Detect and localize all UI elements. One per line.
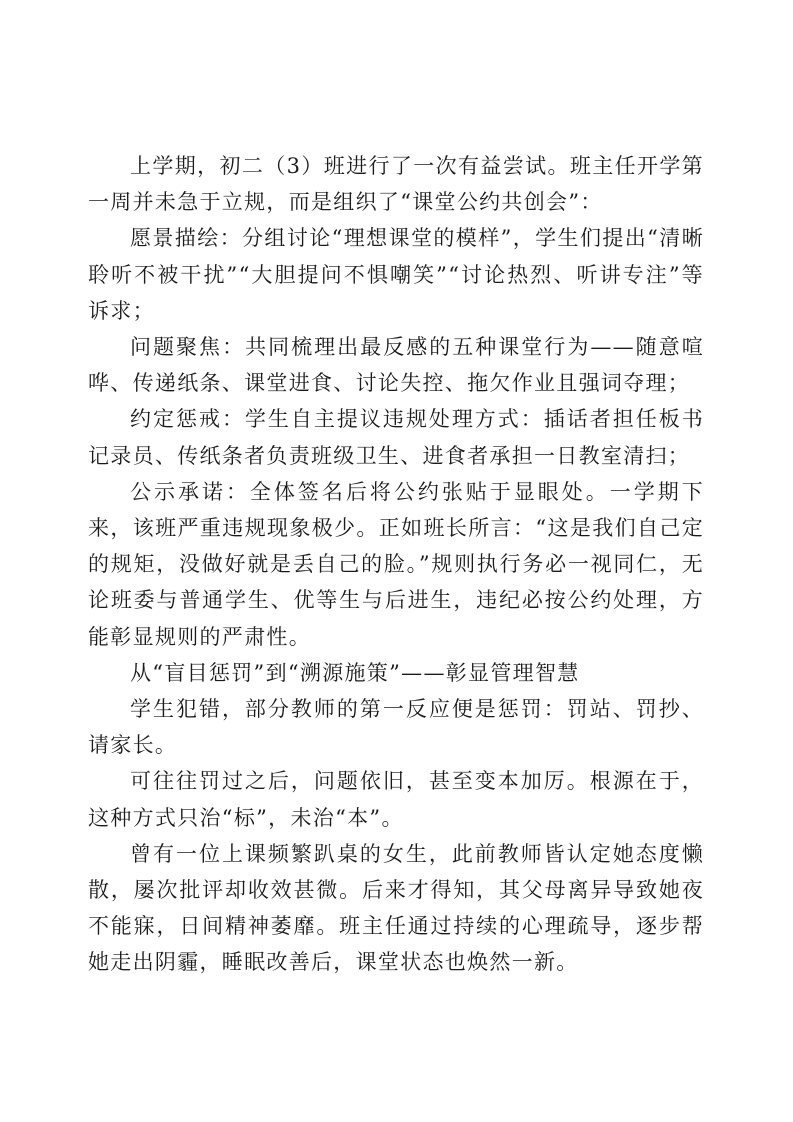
paragraph-7: 可往往罚过之后，问题依旧，甚至变本加厉。根源在于，这种方式只治“标”，未治“本”。	[88, 769, 704, 830]
paragraph-6: 学生犯错，部分教师的第一反应便是惩罚：罚站、罚抄、请家长。	[88, 697, 704, 758]
paragraph-3: 问题聚焦：共同梳理出最反感的五种课堂行为——随意喧哗、传递纸条、课堂进食、讨论失控、拖欠作业且强词夺理；	[88, 335, 704, 396]
paragraph-4: 约定惩戒：学生自主提议违规处理方式：插话者担任板书记录员、传纸条者负责班级卫生、进食者承担一日教室清扫；	[88, 407, 704, 468]
paragraph-2: 愿景描绘：分组讨论“理想课堂的模样”，学生们提出“清晰聆听不被干扰”“大胆提问不惧嘲笑”“讨论热烈、听讲专注”等诉求；	[88, 226, 704, 323]
paragraph-1: 上学期，初二（3）班进行了一次有益尝试。班主任开学第一周并未急于立规，而是组织了“课堂公约共创会”：	[88, 154, 704, 215]
paragraph-5: 公示承诺：全体签名后将公约张贴于显眼处。一学期下来，该班严重违规现象极少。正如班长所言：“这是我们自己定的规矩，没做好就是丢自己的脸。”规则执行务必一视同仁，无论班委与普通学生、优等生与后进生，违纪必按公约处理，方能彰显规则的严肃性。	[88, 479, 704, 649]
document-body	[88, 148, 704, 981]
paragraph-8: 曾有一位上课频繁趴桌的女生，此前教师皆认定她态度懒散，屡次批评却收效甚微。后来才得知，其父母离异导致她夜不能寐，日间精神萎靡。班主任通过持续的心理疏导，逐步帮她走出阴霾，睡眠改善后，课堂状态也焕然一新。	[88, 841, 704, 975]
section-heading: 从“盲目惩罚”到“溯源施策”——彰显管理智慧	[130, 660, 580, 685]
